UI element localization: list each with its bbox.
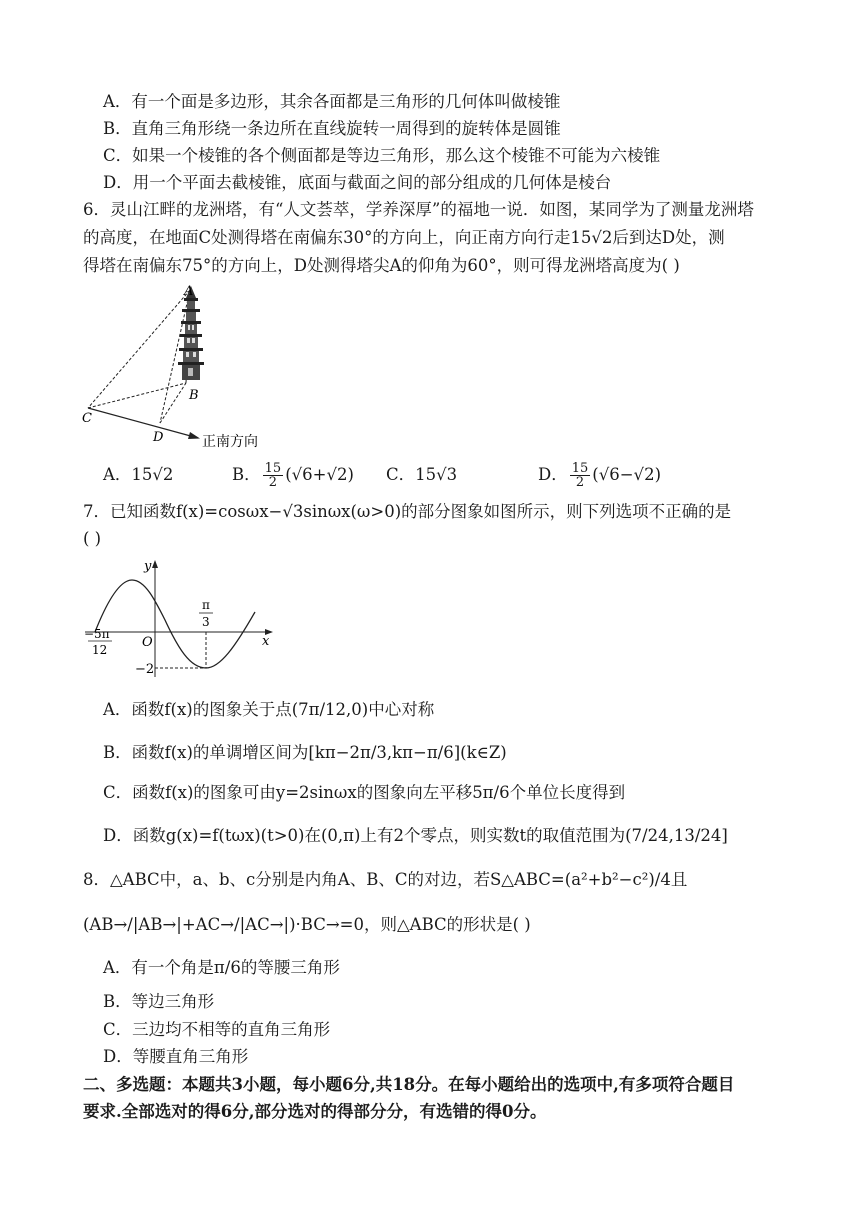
label-neg2: −2 bbox=[135, 662, 155, 677]
label-a: A bbox=[184, 284, 194, 299]
label-pi3-den: 3 bbox=[202, 615, 210, 629]
q6-stem-line1: 6．灵山江畔的龙洲塔，有“人文荟萃，学养深厚”的福地一说．如图，某同学为了测量龙洲塔 bbox=[83, 200, 754, 219]
q7-stem-line1: 7．已知函数f(x)=cosωx−√3sinωx(ω>0)的部分图象如图所示，则下列选项不正确的是 bbox=[83, 502, 732, 521]
q5-option-a: A．有一个面是多边形，其余各面都是三角形的几何体叫做棱锥 bbox=[103, 92, 561, 111]
label-y: y bbox=[144, 559, 152, 574]
q7-option-a: A．函数f(x)的图象关于点(7π/12,0)中心对称 bbox=[103, 700, 435, 719]
frac-num: 15 bbox=[571, 461, 589, 476]
q6-option-b-label: B． bbox=[232, 465, 261, 484]
label-due-south: 正南方向 bbox=[202, 434, 258, 450]
q6-option-b-tail: (√6+√2) bbox=[285, 465, 354, 484]
frac-den: 2 bbox=[575, 475, 585, 490]
q5-option-d: D．用一个平面去截棱锥，底面与截面之间的部分组成的几何体是棱台 bbox=[103, 173, 612, 192]
line-ca bbox=[88, 290, 190, 408]
q6-option-c: C．15√3 bbox=[386, 465, 458, 484]
q8-stem-line1: 8．△ABC中，a、b、c分别是内角A、B、C的对边，若S△ABC=(a²+b²−c²)/4且 bbox=[83, 870, 688, 889]
label-b: B bbox=[189, 388, 199, 403]
q7-option-b: B．函数f(x)的单调增区间为[kπ−2π/3,kπ−π/6](k∈Z) bbox=[103, 743, 507, 762]
function-curve bbox=[95, 580, 255, 668]
q7-sine-graph bbox=[80, 552, 280, 682]
q7-stem-line2: ( ) bbox=[83, 529, 102, 548]
label-pi3-num: π bbox=[202, 598, 210, 612]
q6-option-d-tail: (√6−√2) bbox=[592, 465, 662, 484]
q6-option-d-label: D． bbox=[538, 465, 568, 484]
label-neg5pi-den: 12 bbox=[92, 643, 108, 657]
q8-stem-line2: (AB→/|AB→|+AC→/|AC→|)·BC→=0，则△ABC的形状是( ) bbox=[83, 915, 531, 934]
q6-tower-figure bbox=[78, 278, 278, 453]
q5-option-c: C．如果一个棱锥的各个侧面都是等边三角形，那么这个棱锥不可能为六棱锥 bbox=[103, 146, 661, 165]
line-cd-arrow bbox=[88, 408, 198, 438]
section2-heading-line1: 二、多选题：本题共3小题，每小题6分,共18分。在每小题给出的选项中,有多项符合题目 bbox=[83, 1075, 735, 1094]
frac-num: 15 bbox=[264, 461, 282, 476]
q8-option-a: A．有一个角是π/6的等腰三角形 bbox=[103, 958, 340, 977]
fraction bbox=[570, 462, 591, 489]
label-neg5pi-num: −5π bbox=[84, 627, 110, 641]
label-x: x bbox=[262, 634, 270, 649]
line-db bbox=[160, 383, 186, 423]
label-d: D bbox=[153, 430, 164, 445]
q5-option-b: B．直角三角形绕一条边所在直线旋转一周得到的旋转体是圆锥 bbox=[103, 119, 561, 138]
q6-stem-line3: 得塔在南偏东75°的方向上，D处测得塔尖A的仰角为60°，则可得龙洲塔高度为( ) bbox=[83, 256, 680, 275]
line-cb bbox=[88, 383, 186, 408]
q6-option-a: A．15√2 bbox=[103, 465, 174, 484]
q6-stem-line2: 的高度，在地面C处测得塔在南偏东30°的方向上，向正南方向行走15√2后到达D处，测 bbox=[83, 228, 725, 247]
q6-option-b bbox=[232, 458, 354, 492]
q7-option-d: D．函数g(x)=f(tωx)(t>0)在(0,π)上有2个零点，则实数t的取值范围为(7/24,13/24] bbox=[103, 826, 728, 845]
fraction bbox=[263, 462, 284, 489]
section2-heading-line2: 要求.全部选对的得6分,部分选对的得部分分，有选错的得0分。 bbox=[83, 1102, 547, 1121]
q8-option-b: B．等边三角形 bbox=[103, 992, 215, 1011]
q6-option-d bbox=[538, 458, 661, 492]
q8-option-d: D．等腰直角三角形 bbox=[103, 1047, 249, 1066]
frac-den: 2 bbox=[268, 475, 278, 490]
y-arrow-icon bbox=[152, 560, 158, 568]
arrow-head-icon bbox=[188, 432, 200, 439]
label-origin: O bbox=[142, 635, 153, 650]
label-c: C bbox=[82, 411, 92, 426]
q8-option-c: C．三边均不相等的直角三角形 bbox=[103, 1020, 331, 1039]
q7-option-c: C．函数f(x)的图象可由y=2sinωx的图象向左平移5π/6个单位长度得到 bbox=[103, 783, 626, 802]
